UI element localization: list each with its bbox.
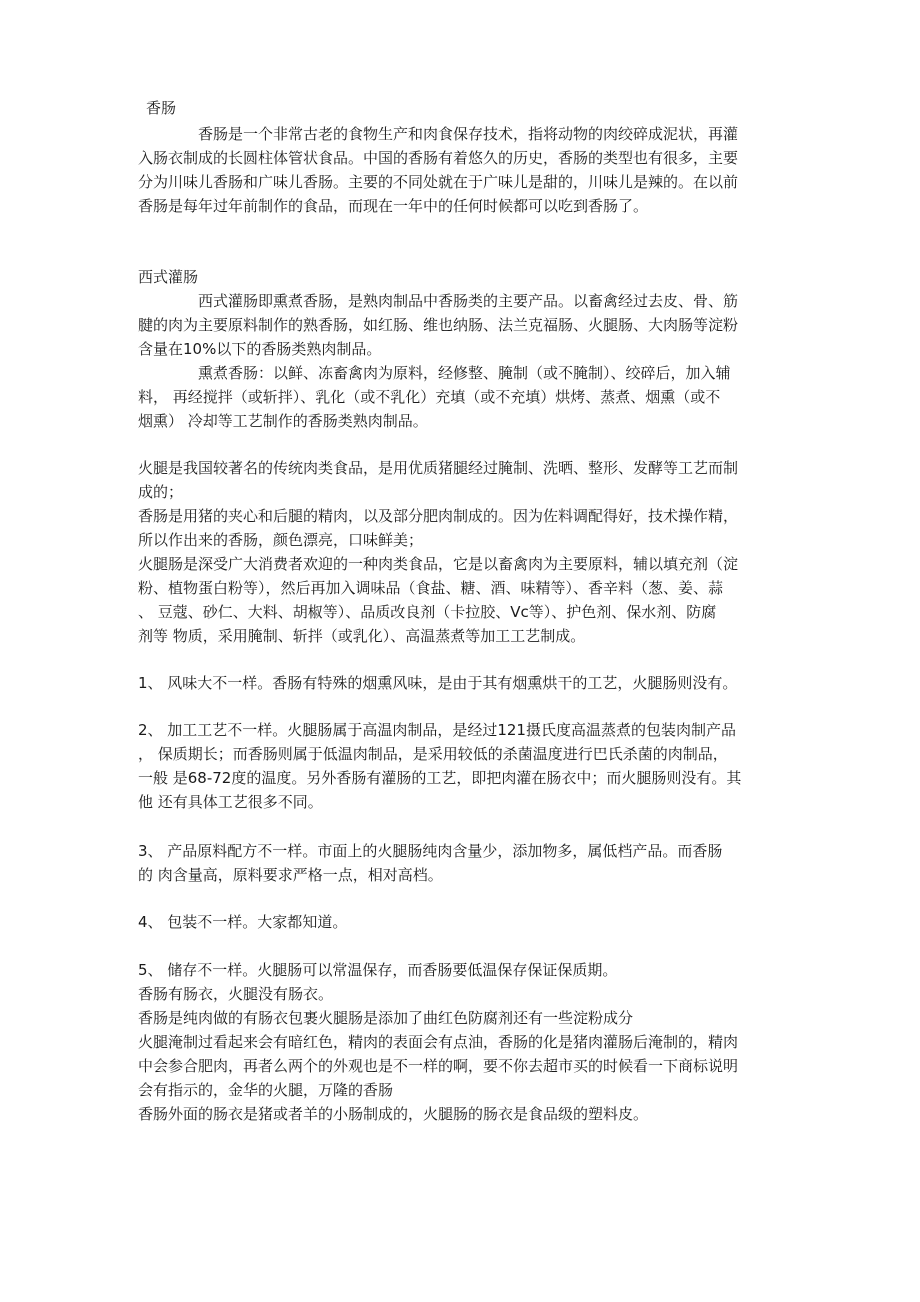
paragraph-line: 西式灌肠即熏煮香肠，是熟肉制品中香肠类的主要产品。以畜禽经过去皮、骨、筋 [198, 292, 739, 310]
paragraph-line: 火腿肠是深受广大消费者欢迎的一种肉类食品，它是以畜禽肉为主要原料，辅以填充剂（淀 [138, 555, 739, 573]
paragraph-line: 香肠是一个非常古老的食物生产和肉食保存技术，指将动物的肉绞碎成泥状，再灌 [198, 125, 739, 143]
section-title-western-sausage: 西式灌肠 [138, 268, 199, 286]
list-item-2: 2、 加工工艺不一样。火腿肠属于高温肉制品，是经过121摄氏度高温蒸煮的包装肉制产品 [138, 721, 736, 739]
paragraph-line: 入肠衣制成的长圆柱体管状食品。中国的香肠有着悠久的历史，香肠的类型也有很多，主要 [138, 149, 739, 167]
paragraph-line: 所以作出来的香肠，颜色漂亮，口味鲜美； [138, 531, 424, 549]
paragraph-line: 火腿淹制过看起来会有暗红色，精肉的表面会有点油，香肠的化是猪肉灌肠后淹制的，精肉 [138, 1033, 739, 1051]
paragraph-line: 成的； [138, 483, 184, 501]
paragraph-line: 香肠是每年过年前制作的食品，而现在一年中的任何时候都可以吃到香肠了。 [138, 197, 649, 215]
section-title-sausage: 香肠 [146, 99, 177, 117]
paragraph-line: 中会参合肥肉，再者么两个的外观也是不一样的啊，要不你去超市买的时候看一下商标说明 [138, 1057, 739, 1075]
paragraph-line: 熏煮香肠：以鲜、冻畜禽肉为原料，经修整、腌制（或不腌制）、绞碎后，加入辅 [198, 364, 731, 382]
paragraph-line: 他 还有具体工艺很多不同。 [138, 793, 323, 811]
paragraph-line: 含量在10%以下的香肠类熟肉制品。 [138, 340, 382, 358]
paragraph-line: 香肠是纯肉做的有肠衣包裹火腿肠是添加了曲红色防腐剂还有一些淀粉成分 [138, 1009, 634, 1027]
paragraph-line: 、 豆蔻、砂仁、大料、胡椒等）、品质改良剂（卡拉胶、Vc等）、护色剂、保水剂、防腐 [138, 603, 717, 621]
list-item-1: 1、 风味大不一样。香肠有特殊的烟熏风味，是由于其有烟熏烘干的工艺，火腿肠则没有。 [138, 674, 738, 692]
paragraph-line: 的 肉含量高，原料要求严格一点，相对高档。 [138, 866, 443, 884]
list-item-4: 4、 包装不一样。大家都知道。 [138, 913, 348, 931]
list-item-5: 5、 储存不一样。火腿肠可以常温保存，而香肠要低温保存保证保质期。 [138, 961, 618, 979]
paragraph-line: 粉、植物蛋白粉等），然后再加入调味品（食盐、糖、酒、味精等）、香辛料（葱、姜、蒜 [138, 579, 724, 597]
paragraph-line: 烟熏） 冷却等工艺制作的香肠类熟肉制品。 [138, 412, 428, 430]
paragraph-line: 腱的肉为主要原料制作的熟香肠，如红肠、维也纳肠、法兰克福肠、火腿肠、大肉肠等淀粉 [138, 316, 739, 334]
paragraph-line: 会有指示的，金华的火腿，万隆的香肠 [138, 1081, 394, 1099]
list-item-3: 3、 产品原料配方不一样。市面上的火腿肠纯肉含量少，添加物多，属低档产品。而香肠 [138, 842, 723, 860]
paragraph-line: 香肠有肠衣，火腿没有肠衣。 [138, 985, 334, 1003]
paragraph-line: 分为川味儿香肠和广味儿香肠。主要的不同处就在于广味儿是甜的，川味儿是辣的。在以前 [138, 173, 739, 191]
paragraph-line: 香肠是用猪的夹心和后腿的精肉，以及部分肥肉制成的。因为佐料调配得好，技术操作精， [138, 507, 739, 525]
paragraph-line: 火腿是我国较著名的传统肉类食品，是用优质猪腿经过腌制、洗晒、整形、发酵等工艺而制 [138, 459, 739, 477]
paragraph-line: 料， 再经搅拌（或斩拌）、乳化（或不乳化）充填（或不充填）烘烤、蒸煮、烟熏（或不 [138, 388, 721, 406]
paragraph-line: 剂等 物质，采用腌制、斩拌（或乳化）、高温蒸煮等加工工艺制成。 [138, 627, 586, 645]
paragraph-line: 香肠外面的肠衣是猪或者羊的小肠制成的，火腿肠的肠衣是食品级的塑料皮。 [138, 1105, 649, 1123]
paragraph-line: ， 保质期长；而香肠则属于低温肉制品，是采用较低的杀菌温度进行巴氏杀菌的肉制品， [138, 745, 728, 763]
paragraph-line: 一般 是68-72度的温度。另外香肠有灌肠的工艺，即把肉灌在肠衣中；而火腿肠则没有。其 [138, 769, 742, 787]
